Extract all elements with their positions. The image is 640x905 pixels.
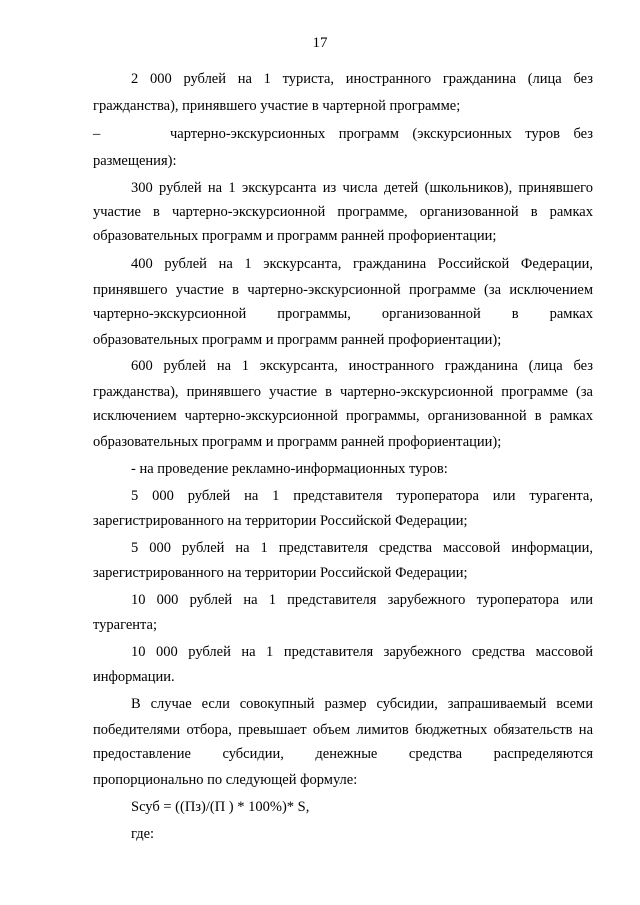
text-line: 10 000 рублей на 1 представителя зарубежного средства массовой bbox=[131, 644, 593, 660]
text-line: исключением чартерно-экскурсионной программы, организованной в рамках bbox=[93, 408, 593, 424]
text-line: В случае если совокупный размер субсидии, запрашиваемый всеми bbox=[131, 696, 593, 712]
text-line: 400 рублей на 1 экскурсанта, гражданина Российской Федерации, bbox=[131, 256, 593, 272]
page-number: 17 bbox=[312, 35, 328, 51]
text-line: победителями отбора, превышает объем лимитов бюджетных обязательств на bbox=[93, 722, 593, 738]
text-line: чартерно-экскурсионных программ (экскурсионных туров без bbox=[170, 126, 593, 142]
formula: Sсуб = ((Пз)/(П ) * 100%)* S, bbox=[131, 799, 310, 815]
text-line: - на проведение рекламно-информационных туров: bbox=[131, 461, 448, 477]
text-line: гражданства), принявшего участие в чартерно-экскурсионной программе (за bbox=[93, 384, 593, 400]
text-line: пропорционально по следующей формуле: bbox=[93, 772, 358, 788]
text-line: зарегистрированного на территории Российской Федерации; bbox=[93, 513, 468, 529]
text-line: 5 000 рублей на 1 представителя туроператора или турагента, bbox=[131, 488, 593, 504]
text-line: 10 000 рублей на 1 представителя зарубежного туроператора или bbox=[131, 592, 593, 608]
text-line: где: bbox=[131, 826, 155, 842]
list-dash: – bbox=[93, 126, 101, 142]
text-line: чартерно-экскурсионной программы, организованной в рамках bbox=[93, 306, 593, 322]
text-line: принявшего участие в чартерно-экскурсионной программе (за исключением bbox=[93, 282, 593, 298]
text-line: 600 рублей на 1 экскурсанта, иностранного гражданина (лица без bbox=[131, 358, 593, 374]
text-line: размещения): bbox=[93, 153, 177, 169]
text-line: предоставление субсидии, денежные средства распределяются bbox=[93, 746, 593, 762]
text-line: турагента; bbox=[93, 617, 158, 633]
text-line: зарегистрированного на территории Российской Федерации; bbox=[93, 565, 468, 581]
text-line: образовательных программ и программ ранней профориентации); bbox=[93, 332, 502, 348]
text-line: информации. bbox=[93, 669, 175, 685]
text-line: образовательных программ и программ ранней профориентации); bbox=[93, 434, 502, 450]
text-line: 300 рублей на 1 экскурсанта из числа детей (школьников), принявшего bbox=[131, 180, 593, 196]
text-line: образовательных программ и программ ранней профориентации; bbox=[93, 228, 497, 244]
text-line: гражданства), принявшего участие в чартерной программе; bbox=[93, 98, 461, 114]
text-line: участие в чартерно-экскурсионной программе, организованной в рамках bbox=[93, 204, 593, 220]
text-line: 2 000 рублей на 1 туриста, иностранного гражданина (лица без bbox=[131, 71, 593, 87]
text-line: 5 000 рублей на 1 представителя средства массовой информации, bbox=[131, 540, 593, 556]
